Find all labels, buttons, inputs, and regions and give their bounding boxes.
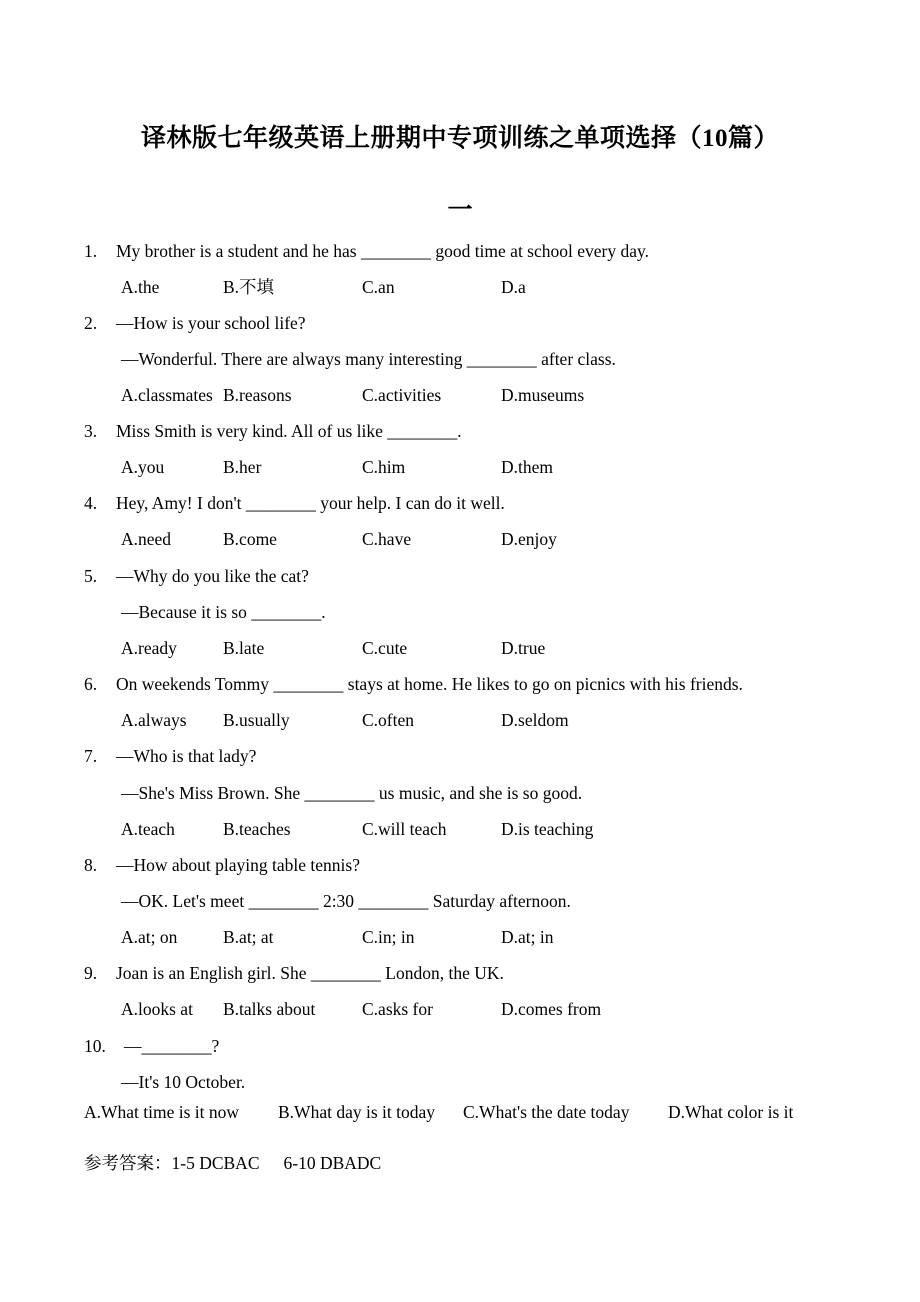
answer-key-part1: 1-5 DCBAC xyxy=(171,1153,260,1173)
option-c: C.have xyxy=(362,529,412,549)
option-d: D.a xyxy=(501,277,526,297)
option-a: A.you xyxy=(121,457,165,477)
option-d: D.is teaching xyxy=(501,819,594,839)
question-text: —How about playing table tennis? xyxy=(116,855,360,875)
option-a: A.at; on xyxy=(121,927,178,947)
answer-key-part2: 6-10 DBADC xyxy=(283,1153,382,1173)
option-b: B.What day is it today xyxy=(278,1102,435,1122)
question-number: 3. xyxy=(84,421,98,441)
question-text: Miss Smith is very kind. All of us like ________. xyxy=(116,421,462,441)
question-text: —Wonderful. There are always many interesting ________ after class. xyxy=(121,349,616,369)
option-c: C.in; in xyxy=(362,927,415,947)
question-text: My brother is a student and he has ________ good time at school every day. xyxy=(116,241,649,261)
question-text: —How is your school life? xyxy=(116,313,306,333)
section-heading: 一 xyxy=(447,197,473,224)
option-d: D.at; in xyxy=(501,927,554,947)
question-number: 9. xyxy=(84,963,98,983)
option-c: C.activities xyxy=(362,385,442,405)
answer-key-label: 参考答案： xyxy=(84,1153,172,1173)
option-b: B.come xyxy=(223,529,277,549)
question-text: —________? xyxy=(124,1036,220,1056)
option-c: C.cute xyxy=(362,638,408,658)
question-text: —Why do you like the cat? xyxy=(116,566,309,586)
page-title: 译林版七年级英语上册期中专项训练之单项选择（10篇） xyxy=(140,125,779,152)
option-d: D.them xyxy=(501,457,554,477)
option-b: B.talks about xyxy=(223,999,316,1019)
question-text: —It's 10 October. xyxy=(121,1072,246,1092)
question-number: 4. xyxy=(84,493,98,513)
question-number: 5. xyxy=(84,566,98,586)
option-b: B.usually xyxy=(223,710,290,730)
question-number: 10. xyxy=(84,1036,106,1056)
question-text: —Who is that lady? xyxy=(116,746,257,766)
option-c: C.will teach xyxy=(362,819,447,839)
option-c: C.often xyxy=(362,710,415,730)
option-b: B.不填 xyxy=(223,277,275,297)
question-text: On weekends Tommy ________ stays at home. He likes to go on picnics with his friends. xyxy=(116,674,743,694)
question-number: 8. xyxy=(84,855,98,875)
question-text: —She's Miss Brown. She ________ us music, and she is so good. xyxy=(121,783,583,803)
option-d: D.museums xyxy=(501,385,585,405)
option-d: D.What color is it xyxy=(668,1102,794,1122)
option-b: B.teaches xyxy=(223,819,291,839)
option-a: A.ready xyxy=(121,638,177,658)
option-a: A.the xyxy=(121,277,160,297)
option-a: A.need xyxy=(121,529,172,549)
question-text: —OK. Let's meet ________ 2:30 ________ Saturday afternoon. xyxy=(121,891,571,911)
option-d: D.enjoy xyxy=(501,529,557,549)
question-text: Joan is an English girl. She ________ London, the UK. xyxy=(116,963,504,983)
question-number: 1. xyxy=(84,241,98,261)
answer-key xyxy=(84,1150,405,1175)
option-d: D.true xyxy=(501,638,546,658)
option-c: C.What's the date today xyxy=(463,1102,630,1122)
option-b: B.late xyxy=(223,638,265,658)
question-text: Hey, Amy! I don't ________ your help. I can do it well. xyxy=(116,493,505,513)
option-a: A.classmates xyxy=(121,385,213,405)
question-number: 2. xyxy=(84,313,98,333)
option-c: C.him xyxy=(362,457,406,477)
option-d: D.comes from xyxy=(501,999,602,1019)
option-c: C.an xyxy=(362,277,395,297)
option-a: A.looks at xyxy=(121,999,193,1019)
option-a: A.teach xyxy=(121,819,175,839)
question-text: —Because it is so ________. xyxy=(121,602,326,622)
option-b: B.at; at xyxy=(223,927,274,947)
option-a: A.What time is it now xyxy=(84,1102,240,1122)
option-b: B.reasons xyxy=(223,385,292,405)
option-a: A.always xyxy=(121,710,187,730)
option-b: B.her xyxy=(223,457,262,477)
question-number: 7. xyxy=(84,746,98,766)
question-number: 6. xyxy=(84,674,98,694)
option-c: C.asks for xyxy=(362,999,433,1019)
option-d: D.seldom xyxy=(501,710,569,730)
